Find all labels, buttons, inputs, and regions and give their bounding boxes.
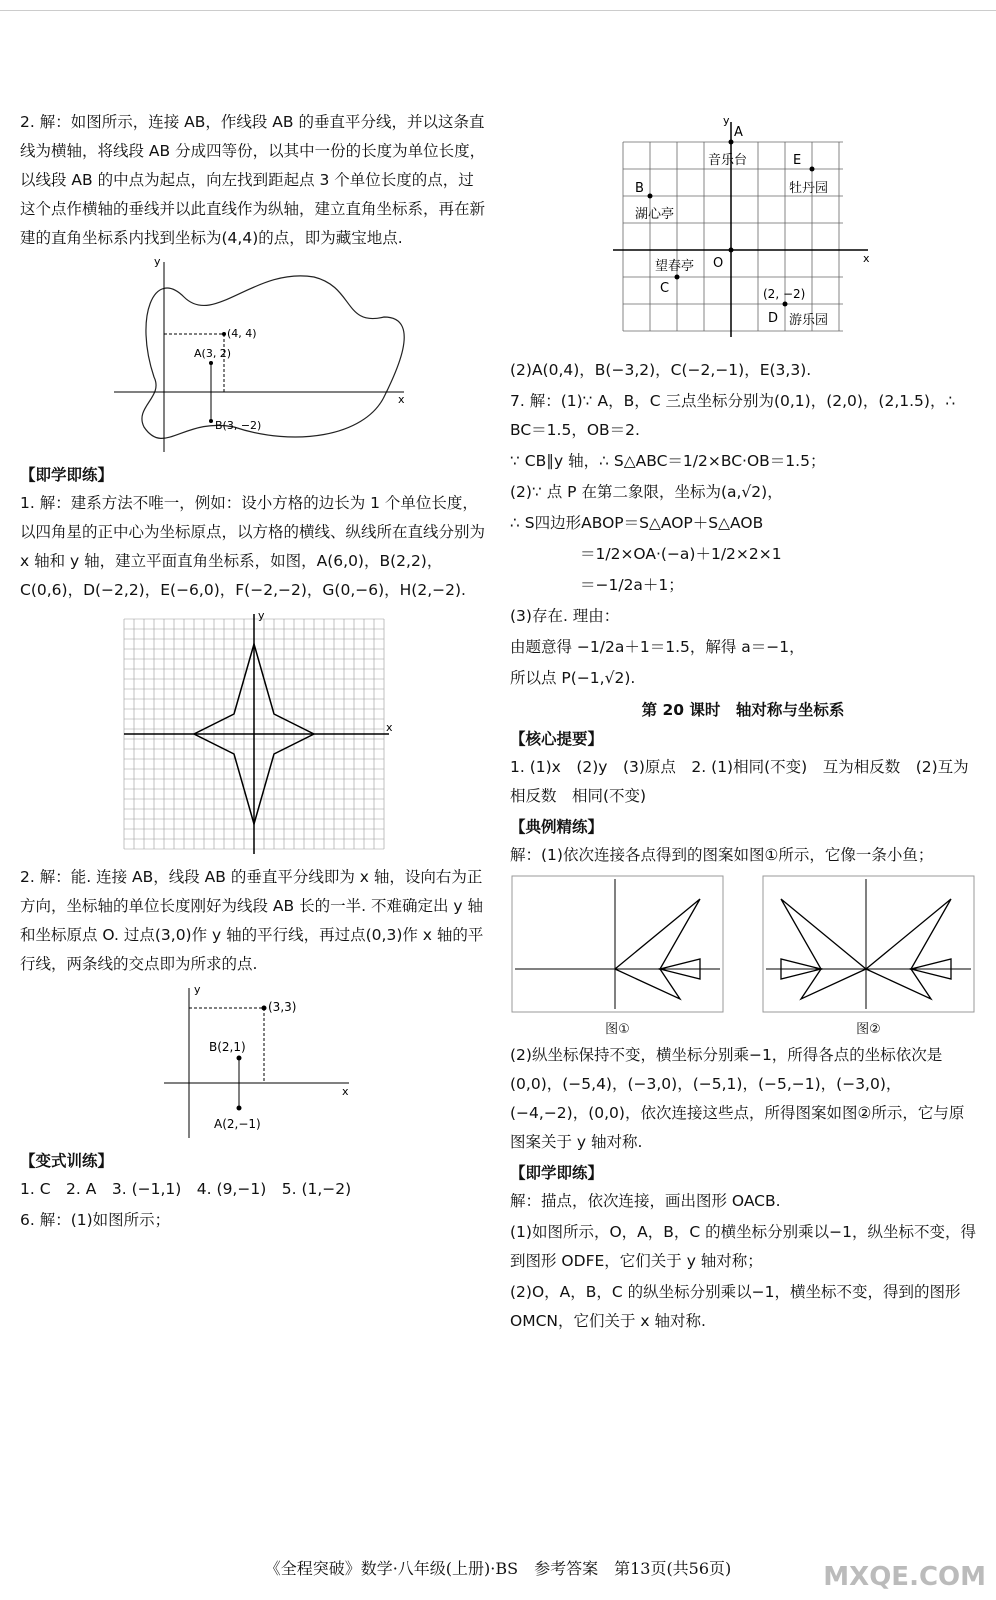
practice-part-1-paragraph: (1)如图所示，O，A，B，C 的横坐标分别乘以−1，纵坐标不变，得到图形 ODFE，它们关于 y 轴对称； [510, 1223, 976, 1270]
svg-text:y: y [723, 114, 730, 127]
section-variant-heading: 【变式训练】 [20, 1152, 114, 1170]
point-p-result-paragraph: 所以点 P(−1,√2). [510, 669, 636, 687]
solve-a-paragraph: 由题意得 −1/2a＋1＝1.5，解得 a＝−1， [510, 638, 805, 656]
exists-paragraph: (3)存在. 理由： [510, 607, 620, 625]
map-point-b-label: B [635, 181, 644, 196]
map-point-e-label: E [793, 153, 802, 168]
practice-1-paragraph: 1. 解：建系方法不唯一，例如：设小方格的边长为 1 个单位长度，以四角星的正中心为坐标原点，以方格的横线、纵线所在直线分别为 x 轴和 y 轴，建立平面直角坐标系，如图，A(6,0)，B(2,2)，C(0,6)，D(−2,2)，E(−6,0)，F(−2,−2)，G(0,−6)，H(2,−2). [20, 494, 486, 599]
point-grid-figure [154, 983, 354, 1143]
right-column [510, 108, 976, 1338]
fish-figure-1 [510, 874, 725, 1037]
map-point-a-label: A [734, 125, 743, 140]
point-b-2-1-label: B(2,1) [209, 1040, 246, 1054]
peony-garden-label: 牡丹园 [789, 181, 829, 196]
point-4-4-label: (4, 4) [227, 327, 257, 340]
point-2-neg2-label: (2, −2) [763, 287, 806, 301]
watermark-logo: MXQE.COM [823, 1562, 986, 1592]
point-a-label: A(3, 2) [194, 347, 232, 360]
map-point-c-label: C [660, 281, 670, 296]
svg-text:y: y [154, 257, 161, 268]
section-practice-heading: 【即学即练】 [20, 466, 114, 484]
area-abop-paragraph: ∴ S四边形ABOP＝S△AOP＋S△AOB [510, 514, 764, 532]
spring-pavilion-label: 望春亭 [655, 259, 695, 274]
svg-text:x: x [386, 721, 393, 734]
area-abc-paragraph: ∵ CB∥y 轴，∴ S△ABC＝1/2×BC·OB＝1.5； [510, 452, 826, 470]
section-practice-2-heading: 【即学即练】 [510, 1164, 604, 1182]
point-p-paragraph: (2)∵ 点 P 在第二象限，坐标为(a,√2)， [510, 483, 783, 501]
svg-text:y: y [258, 609, 265, 622]
left-column [20, 108, 488, 1237]
practice-solution-paragraph: 解：描点，依次连接，画出图形 OACB. [510, 1192, 781, 1210]
core-answers-paragraph: 1. (1)x (2)y (3)原点 2. (1)相同(不变) 互为相反数 (2)互为相反数 相同(不变) [510, 758, 969, 805]
page-footer: 《全程突破》数学·八年级(上册)·BS 参考答案 第13页(共56页) [264, 1559, 732, 1578]
lesson-title: 第 20 课时 轴对称与坐标系 [641, 701, 845, 719]
lake-pavilion-label: 湖心亭 [635, 207, 675, 222]
point-3-3-label: (3,3) [268, 1000, 297, 1014]
figure-2-caption: 图② [856, 1022, 881, 1037]
area-step-2: ＝−1/2a＋1； [580, 576, 684, 594]
treasure-map-figure [94, 257, 414, 457]
example-1-paragraph: 解：(1)依次连接各点得到的图案如图①所示，它像一条小鱼； [510, 846, 934, 864]
amusement-park-label: 游乐园 [789, 313, 829, 328]
coords-answer-paragraph: (2)A(0,4)，B(−3,2)，C(−2,−1)，E(3,3). [510, 361, 812, 379]
star-grid-figure [114, 609, 394, 859]
section-core-heading: 【核心提要】 [510, 730, 604, 748]
fish-figure-1-svg [510, 874, 725, 1014]
svg-text:x: x [342, 1085, 349, 1098]
practice-2-paragraph: 2. 解：能. 连接 AB，线段 AB 的垂直平分线即为 x 轴，设向右为正方向，坐标轴的单位长度刚好为线段 AB 长的一半. 不难确定出 y 轴和坐标原点 O. 过点(3,0)作 y 轴的平行线，再过点(0,3)作 x 轴的平行线，两条线的交点即为所求的点. [20, 868, 484, 973]
answer-7-paragraph: 7. 解：(1)∵ A，B，C 三点坐标分别为(0,1)，(2,0)，(2,1.5)，∴ BC＝1.5，OB＝2. [510, 392, 956, 439]
example-2-paragraph: (2)纵坐标保持不变，横坐标分别乘−1，所得各点的坐标依次是(0,0)，(−5,4)，(−3,0)，(−5,1)，(−5,−1)，(−3,0)，(−4,−2)，(0,0)，依次连接这些点，所得图案如图②所示，它与原图案关于 y 轴对称. [510, 1046, 965, 1151]
fish-figures-row [510, 874, 976, 1037]
figure-1-caption: 图① [605, 1022, 630, 1037]
point-a-2-neg1-label: A(2,−1) [214, 1117, 261, 1131]
point-b-label: B(3, −2) [215, 419, 262, 432]
svg-text:y: y [194, 983, 201, 996]
variant-answers-paragraph: 1. C 2. A 3. (−1,1) 4. (9,−1) 5. (1,−2) [20, 1180, 352, 1198]
area-step-1: ＝1/2×OA·(−a)＋1/2×2×1 [580, 545, 782, 563]
section-example-heading: 【典例精练】 [510, 818, 604, 836]
music-stage-label: 音乐台 [708, 153, 748, 168]
map-origin-label: O [713, 256, 724, 271]
fish-figure-2 [761, 874, 976, 1037]
svg-text:x: x [863, 252, 870, 265]
map-point-d-label: D [768, 311, 779, 326]
park-map-figure [613, 112, 873, 352]
answer-2-paragraph: 2. 解：如图所示，连接 AB，作线段 AB 的垂直平分线，并以这条直线为横轴，将线段 AB 分成四等份，以其中一份的长度为单位长度，以线段 AB 的中点为起点，向左找到距起点 3 个单位长度的点，过这个点作横轴的垂线并以此直线作为纵轴，建立直角坐标系，再在新建的直角坐标系内找到坐标为(4,4)的点，即为藏宝地点. [20, 113, 486, 247]
fish-figure-2-svg [761, 874, 976, 1014]
variant-6-paragraph: 6. 解：(1)如图所示； [20, 1211, 171, 1229]
top-rule [0, 10, 996, 11]
practice-part-2-paragraph: (2)O，A，B，C 的纵坐标分别乘以−1，横坐标不变，得到的图形 OMCN，它们关于 x 轴对称. [510, 1283, 961, 1330]
svg-text:x: x [398, 393, 405, 406]
